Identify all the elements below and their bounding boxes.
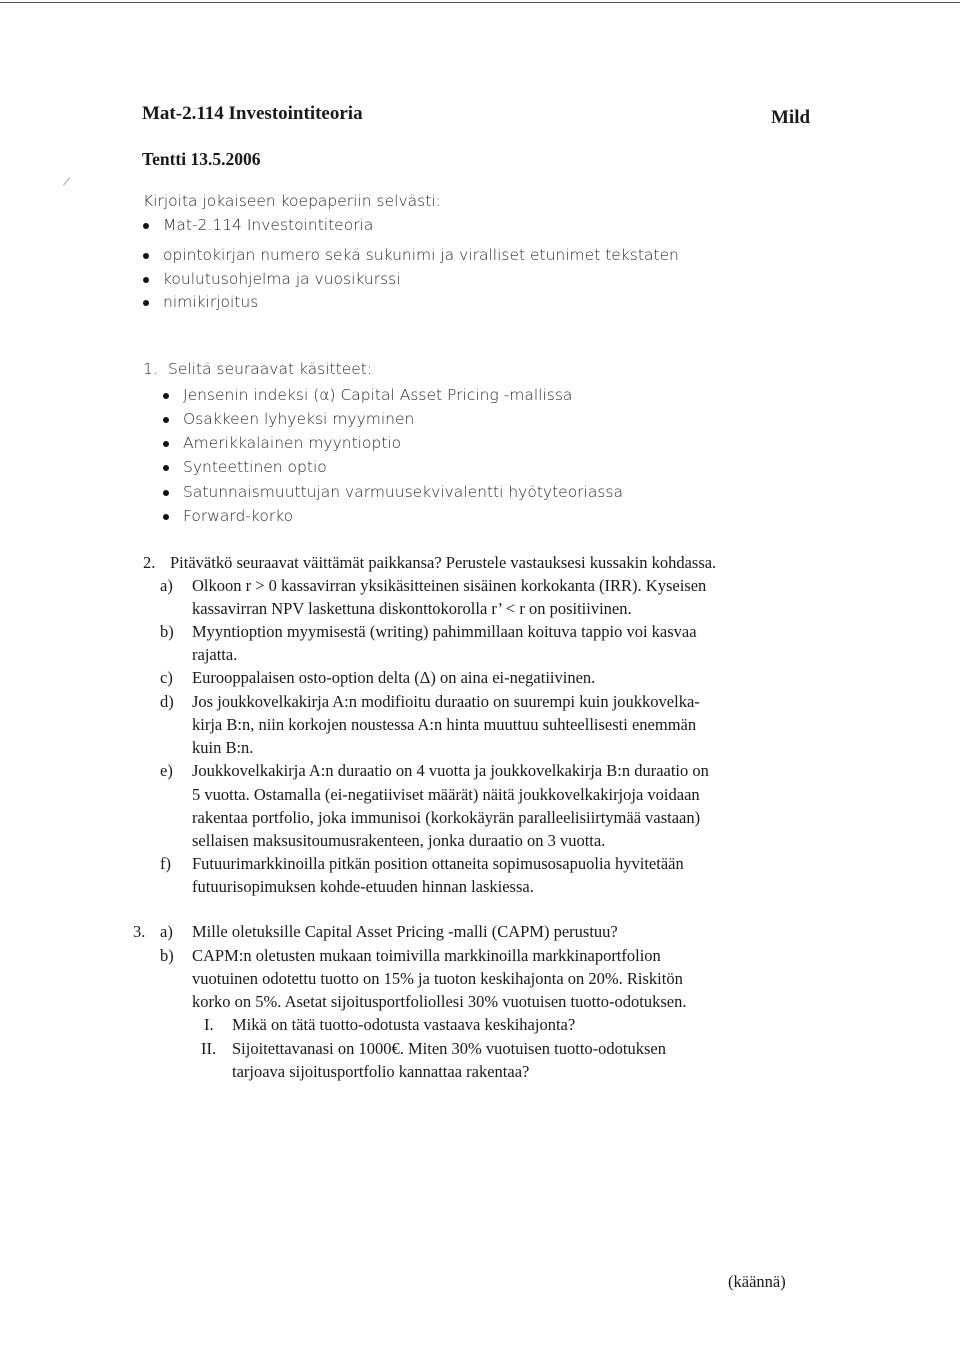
item-label: b): [160, 946, 174, 965]
statement-e-line: sellaisen maksusitoumusrakenteen, jonka duraatio on 3 vuotta.: [192, 831, 606, 850]
item-label: e): [160, 761, 173, 780]
item-label: b): [160, 622, 174, 641]
instruction-item: koulutusohjelma ja vuosikurssi: [163, 270, 401, 288]
item-label: a): [160, 576, 173, 595]
statement-b-line: rajatta.: [192, 645, 238, 664]
subitem-label: II.: [201, 1039, 217, 1058]
item-label: d): [160, 692, 174, 711]
concept-item: Forward-korko: [183, 507, 294, 525]
concept-item: Osakkeen lyhyeksi myyminen: [183, 410, 415, 428]
statement-e-line: 5 vuotta. Ostamalla (ei-negatiiviset määrät) näitä joukkovelkakirjoja voidaan: [192, 785, 700, 804]
question-3b-line: korko on 5%. Asetat sijoitusportfoliollesi 30% vuotuisen tuotto-odotuksen.: [192, 992, 687, 1011]
scan-top-line: [0, 2, 960, 3]
item-label: f): [160, 854, 171, 873]
statement-d-line: Jos joukkovelkakirja A:n modifioitu duraatio on suurempi kuin joukkovelka-: [192, 692, 700, 711]
turn-page-note: (käännä): [728, 1272, 786, 1291]
question-number: 2.: [143, 553, 156, 572]
author-name: Mild: [771, 107, 811, 128]
statement-a-line: kassavirran NPV laskettuna diskonttokorolla r’ < r on positiivinen.: [192, 599, 632, 618]
question-number: 1.: [143, 360, 158, 378]
question-3a-text: Mille oletuksille Capital Asset Pricing -malli (CAPM) perustuu?: [192, 922, 618, 941]
statement-f-line: futuurisopimuksen kohde-etuuden hinnan laskiessa.: [192, 877, 534, 896]
concept-item: Satunnaismuuttujan varmuusekvivalentti hyötyteoriassa: [183, 483, 624, 501]
concept-item: Synteettinen optio: [183, 458, 327, 476]
statement-d-line: kuin B:n.: [192, 738, 254, 757]
concept-item: Jensenin indeksi (α) Capital Asset Pricing -mallissa: [183, 386, 573, 404]
statement-c-line: Eurooppalaisen osto-option delta (Δ) on aina ei-negatiivinen.: [192, 668, 596, 687]
subitem-label: I.: [204, 1015, 214, 1034]
question-3b-line: vuotuinen odotettu tuotto on 15% ja tuoton keskihajonta on 20%. Riskitön: [192, 969, 683, 988]
question-3b-line: CAPM:n oletusten mukaan toimivilla markkinoilla markkinaportfolion: [192, 946, 661, 965]
question-number: 3.: [133, 922, 146, 941]
statement-e-line: Joukkovelkakirja A:n duraatio on 4 vuotta ja joukkovelkakirja B:n duraatio on: [192, 761, 709, 780]
instruction-item: Mat-2.114 Investointiteoria: [163, 216, 374, 234]
item-label: a): [160, 922, 173, 941]
subquestion-i-text: Mikä on tätä tuotto-odotusta vastaava keskihajonta?: [232, 1015, 576, 1034]
course-title: Mat-2.114 Investointiteoria: [142, 103, 363, 124]
item-label: c): [160, 668, 173, 687]
stray-mark: /: [61, 174, 71, 191]
instructions-intro: Kirjoita jokaiseen koepaperiin selvästi:: [143, 192, 441, 210]
question-1-title: Selitä seuraavat käsitteet:: [168, 360, 373, 378]
question-2-title: Pitävätkö seuraavat väittämät paikkansa? Perustele vastauksesi kussakin kohdassa.: [170, 553, 717, 572]
concept-item: Amerikkalainen myyntioptio: [183, 434, 402, 452]
instruction-item: opintokirjan numero sekä sukunimi ja viralliset etunimet tekstaten: [163, 246, 679, 264]
statement-b-line: Myyntioption myymisestä (writing) pahimmillaan koituva tappio voi kasvaa: [192, 622, 697, 641]
statement-a-line: Olkoon r > 0 kassavirran yksikäsitteinen sisäinen korkokanta (IRR). Kyseisen: [192, 576, 707, 595]
exam-date: Tentti 13.5.2006: [142, 149, 261, 169]
subquestion-ii-line: tarjoava sijoitusportfolio kannattaa rakentaa?: [232, 1062, 530, 1081]
subquestion-ii-line: Sijoitettavanasi on 1000€. Miten 30% vuotuisen tuotto-odotuksen: [232, 1039, 667, 1058]
instruction-item: nimikirjoitus: [163, 293, 259, 311]
statement-f-line: Futuurimarkkinoilla pitkän position ottaneita sopimusosapuolia hyvitetään: [192, 854, 684, 873]
statement-d-line: kirja B:n, niin korkojen noustessa A:n hinta muuttuu suhteellisesti enemmän: [192, 715, 697, 734]
statement-e-line: rakentaa portfolio, joka immunisoi (korkokäyrän paralleelisiirtymää vastaan): [192, 808, 701, 827]
